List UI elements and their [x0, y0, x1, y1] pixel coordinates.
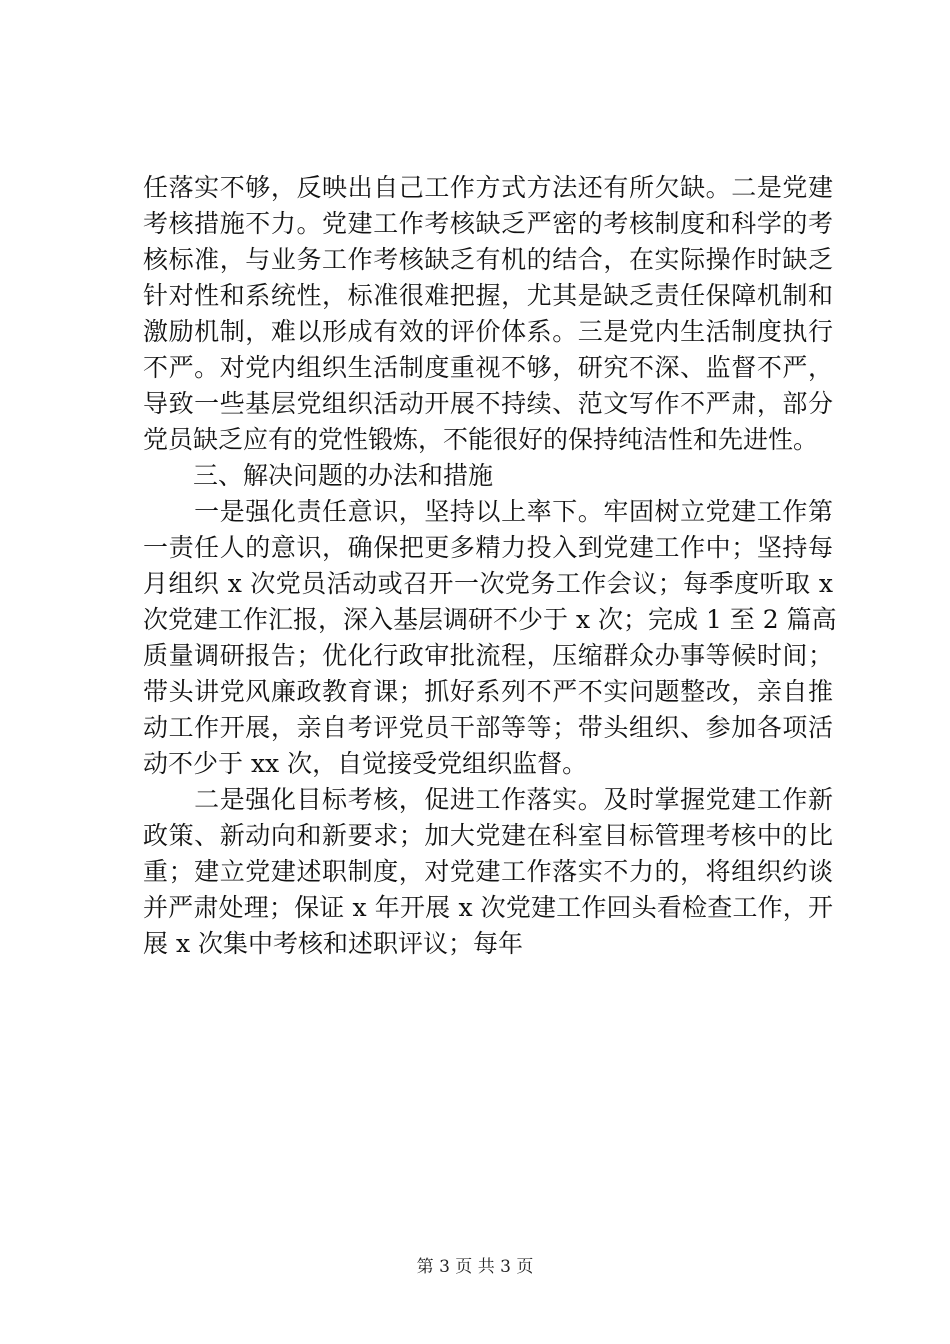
section-heading	[143, 458, 833, 494]
text-line: 不严。对党内组织生活制度重视不够，研究不深、监督不严，	[143, 353, 833, 382]
text-line: 针对性和系统性，标准很难把握，尤其是缺乏责任保障机制和	[143, 281, 833, 310]
text-line: 动不少于 xx 次，自觉接受党组织监督。	[143, 749, 588, 778]
text-line: 激励机制，难以形成有效的评价体系。三是党内生活制度执行	[143, 317, 833, 346]
page-footer: 第 3 页 共 3 页	[416, 1257, 534, 1277]
text-line: 政策、新动向和新要求；加大党建在科室目标管理考核中的比	[143, 821, 833, 850]
paragraph-measure-one	[143, 494, 837, 782]
paragraph-continued	[143, 170, 833, 458]
text-line: 重；建立党建述职制度，对党建工作落实不力的，将组织约谈	[143, 857, 833, 886]
text-line: 动工作开展，亲自考评党员干部等等；带头组织、参加各项活	[143, 713, 833, 742]
text-line: 党员缺乏应有的党性锻炼，不能很好的保持纯洁性和先进性。	[143, 425, 819, 454]
paragraph-measure-two	[143, 782, 833, 962]
text-line: 二是强化目标考核，促进工作落实。及时掌握党建工作新	[143, 785, 833, 814]
document-body	[143, 170, 837, 962]
heading-line: 三、解决问题的办法和措施	[143, 461, 494, 490]
text-line: 质量调研报告；优化行政审批流程，压缩群众办事等候时间；	[143, 641, 833, 670]
text-line: 任落实不够，反映出自己工作方式方法还有所欠缺。二是党建	[143, 173, 833, 202]
text-line: 并严肃处理；保证 x 年开展 x 次党建工作回头看检查工作，开	[143, 893, 833, 922]
text-line: 核标准，与业务工作考核缺乏有机的结合，在实际操作时缺乏	[143, 245, 833, 274]
text-line: 一是强化责任意识，坚持以上率下。牢固树立党建工作第	[143, 497, 833, 526]
text-line: 带头讲党风廉政教育课；抓好系列不严不实问题整改，亲自推	[143, 677, 833, 706]
text-line: 次党建工作汇报，深入基层调研不少于 x 次；完成 1 至 2 篇高	[143, 605, 837, 634]
text-line: 考核措施不力。党建工作考核缺乏严密的考核制度和科学的考	[143, 209, 833, 238]
text-line: 月组织 x 次党员活动或召开一次党务工作会议；每季度听取 x	[143, 569, 833, 598]
text-line: 导致一些基层党组织活动开展不持续、范文写作不严肃，部分	[143, 389, 833, 418]
text-line: 一责任人的意识，确保把更多精力投入到党建工作中；坚持每	[143, 533, 833, 562]
text-line: 展 x 次集中考核和述职评议；每年	[143, 929, 523, 958]
